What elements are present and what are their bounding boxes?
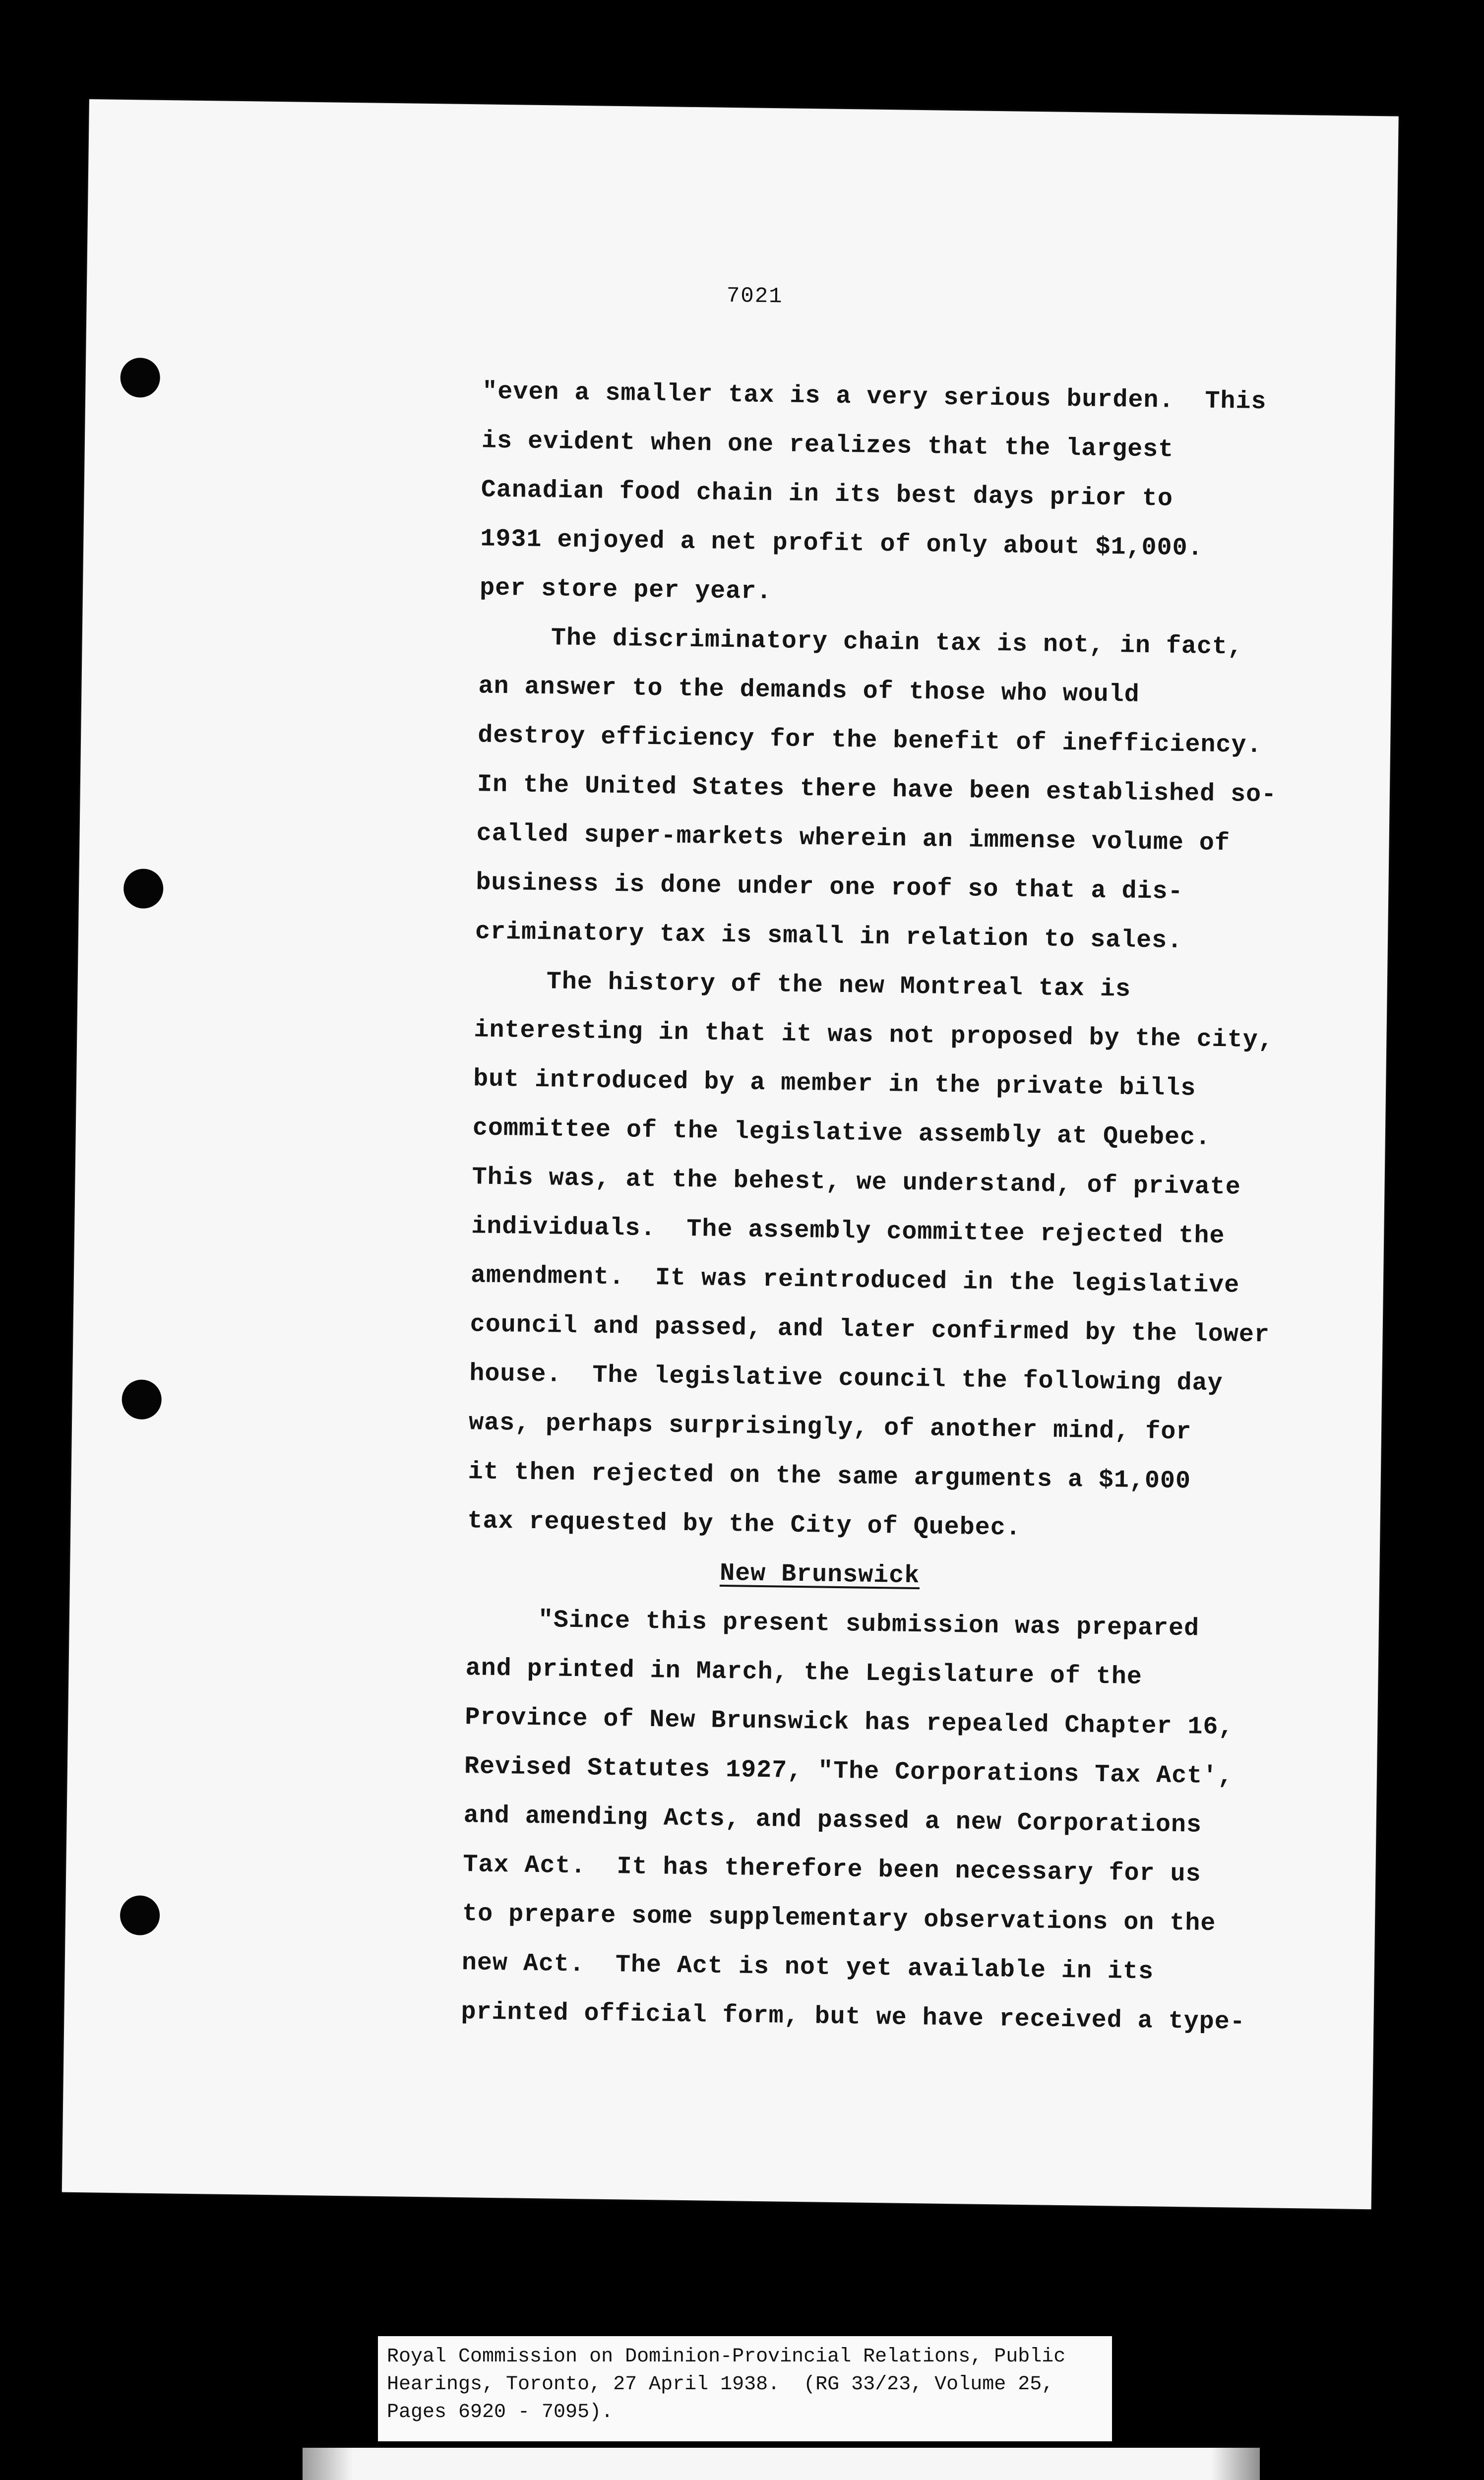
text-line: 1931 enjoyed a net profit of only about $1,000. xyxy=(480,525,1203,563)
punch-hole xyxy=(122,1379,162,1420)
text-line: interesting in that it was not proposed by the city, xyxy=(474,1016,1274,1055)
document-page xyxy=(62,99,1399,2209)
text-line: to prepare some supplementary observations on the xyxy=(462,1900,1216,1938)
text-line: "Since this present submission was prepared xyxy=(538,1606,1200,1643)
archives-stamp-panel xyxy=(352,2448,1210,2480)
punch-hole xyxy=(120,358,160,398)
text-line: and amending Acts, and passed a new Corporations xyxy=(463,1801,1202,1840)
caption-line: Royal Commission on Dominion-Provincial Relations, Public xyxy=(387,2346,1066,2368)
section-heading: New Brunswick xyxy=(719,1559,920,1591)
document-body xyxy=(461,367,1316,2047)
caption-line: Hearings, Toronto, 27 April 1938. (RG 33/23, Volume 25, xyxy=(387,2373,1054,2396)
text-line: new Act. The Act is not yet available in its xyxy=(461,1949,1154,1986)
text-line: is evident when one realizes that the largest xyxy=(481,427,1174,464)
text-line: destroy efficiency for the benefit of inefficiency. xyxy=(477,721,1262,760)
text-line: but introduced by a member in the private bills xyxy=(473,1065,1196,1103)
text-line: business is done under one roof so that a dis- xyxy=(476,868,1183,907)
text-line: council and passed, and later confirmed by the lower xyxy=(470,1310,1270,1350)
text-line: individuals. The assembly committee rejected the xyxy=(471,1212,1225,1251)
caption-line: Pages 6920 - 7095). xyxy=(387,2401,614,2423)
punch-hole xyxy=(120,1895,160,1935)
text-line: printed official form, but we have received a type- xyxy=(461,1998,1246,2037)
text-line: was, perhaps surprisingly, of another mind, for xyxy=(468,1409,1192,1447)
text-line: This was, at the behest, we understand, of private xyxy=(472,1163,1241,1202)
text-line: per store per year. xyxy=(479,574,772,607)
page-number: 7021 xyxy=(726,283,783,310)
text-line: criminatory tax is small in relation to sales. xyxy=(475,918,1183,955)
archive-caption xyxy=(378,2336,1112,2441)
text-line: In the United States there have been established so- xyxy=(477,770,1277,809)
text-line: and printed in March, the Legislature of the xyxy=(465,1654,1143,1692)
text-line: The discriminatory chain tax is not, in fact, xyxy=(551,624,1243,662)
text-line: committee of the legislative assembly at Quebec. xyxy=(472,1114,1211,1152)
text-line: amendment. It was reintroduced in the legislative xyxy=(470,1261,1240,1300)
text-line: Tax Act. It has therefore been necessary for us xyxy=(463,1851,1201,1889)
text-line: tax requested by the City of Quebec. xyxy=(467,1507,1022,1543)
text-line: The history of the new Montreal tax is xyxy=(546,968,1131,1004)
text-line: called super-markets wherein an immense volume of xyxy=(476,819,1231,858)
text-line: "even a smaller tax is a very serious burden. This xyxy=(482,377,1267,417)
text-line: Revised Statutes 1927, "The Corporations Tax Act', xyxy=(464,1752,1234,1791)
text-line: Canadian food chain in its best days prior to xyxy=(481,476,1174,513)
text-line: house. The legislative council the following day xyxy=(469,1360,1223,1398)
archives-stamp xyxy=(303,2448,1260,2480)
text-line: it then rejected on the same arguments a $1,000 xyxy=(468,1458,1191,1496)
punch-hole xyxy=(124,868,164,909)
text-line: Province of New Brunswick has repealed Chapter 16, xyxy=(464,1703,1234,1742)
text-line: an answer to the demands of those who would xyxy=(478,672,1140,709)
